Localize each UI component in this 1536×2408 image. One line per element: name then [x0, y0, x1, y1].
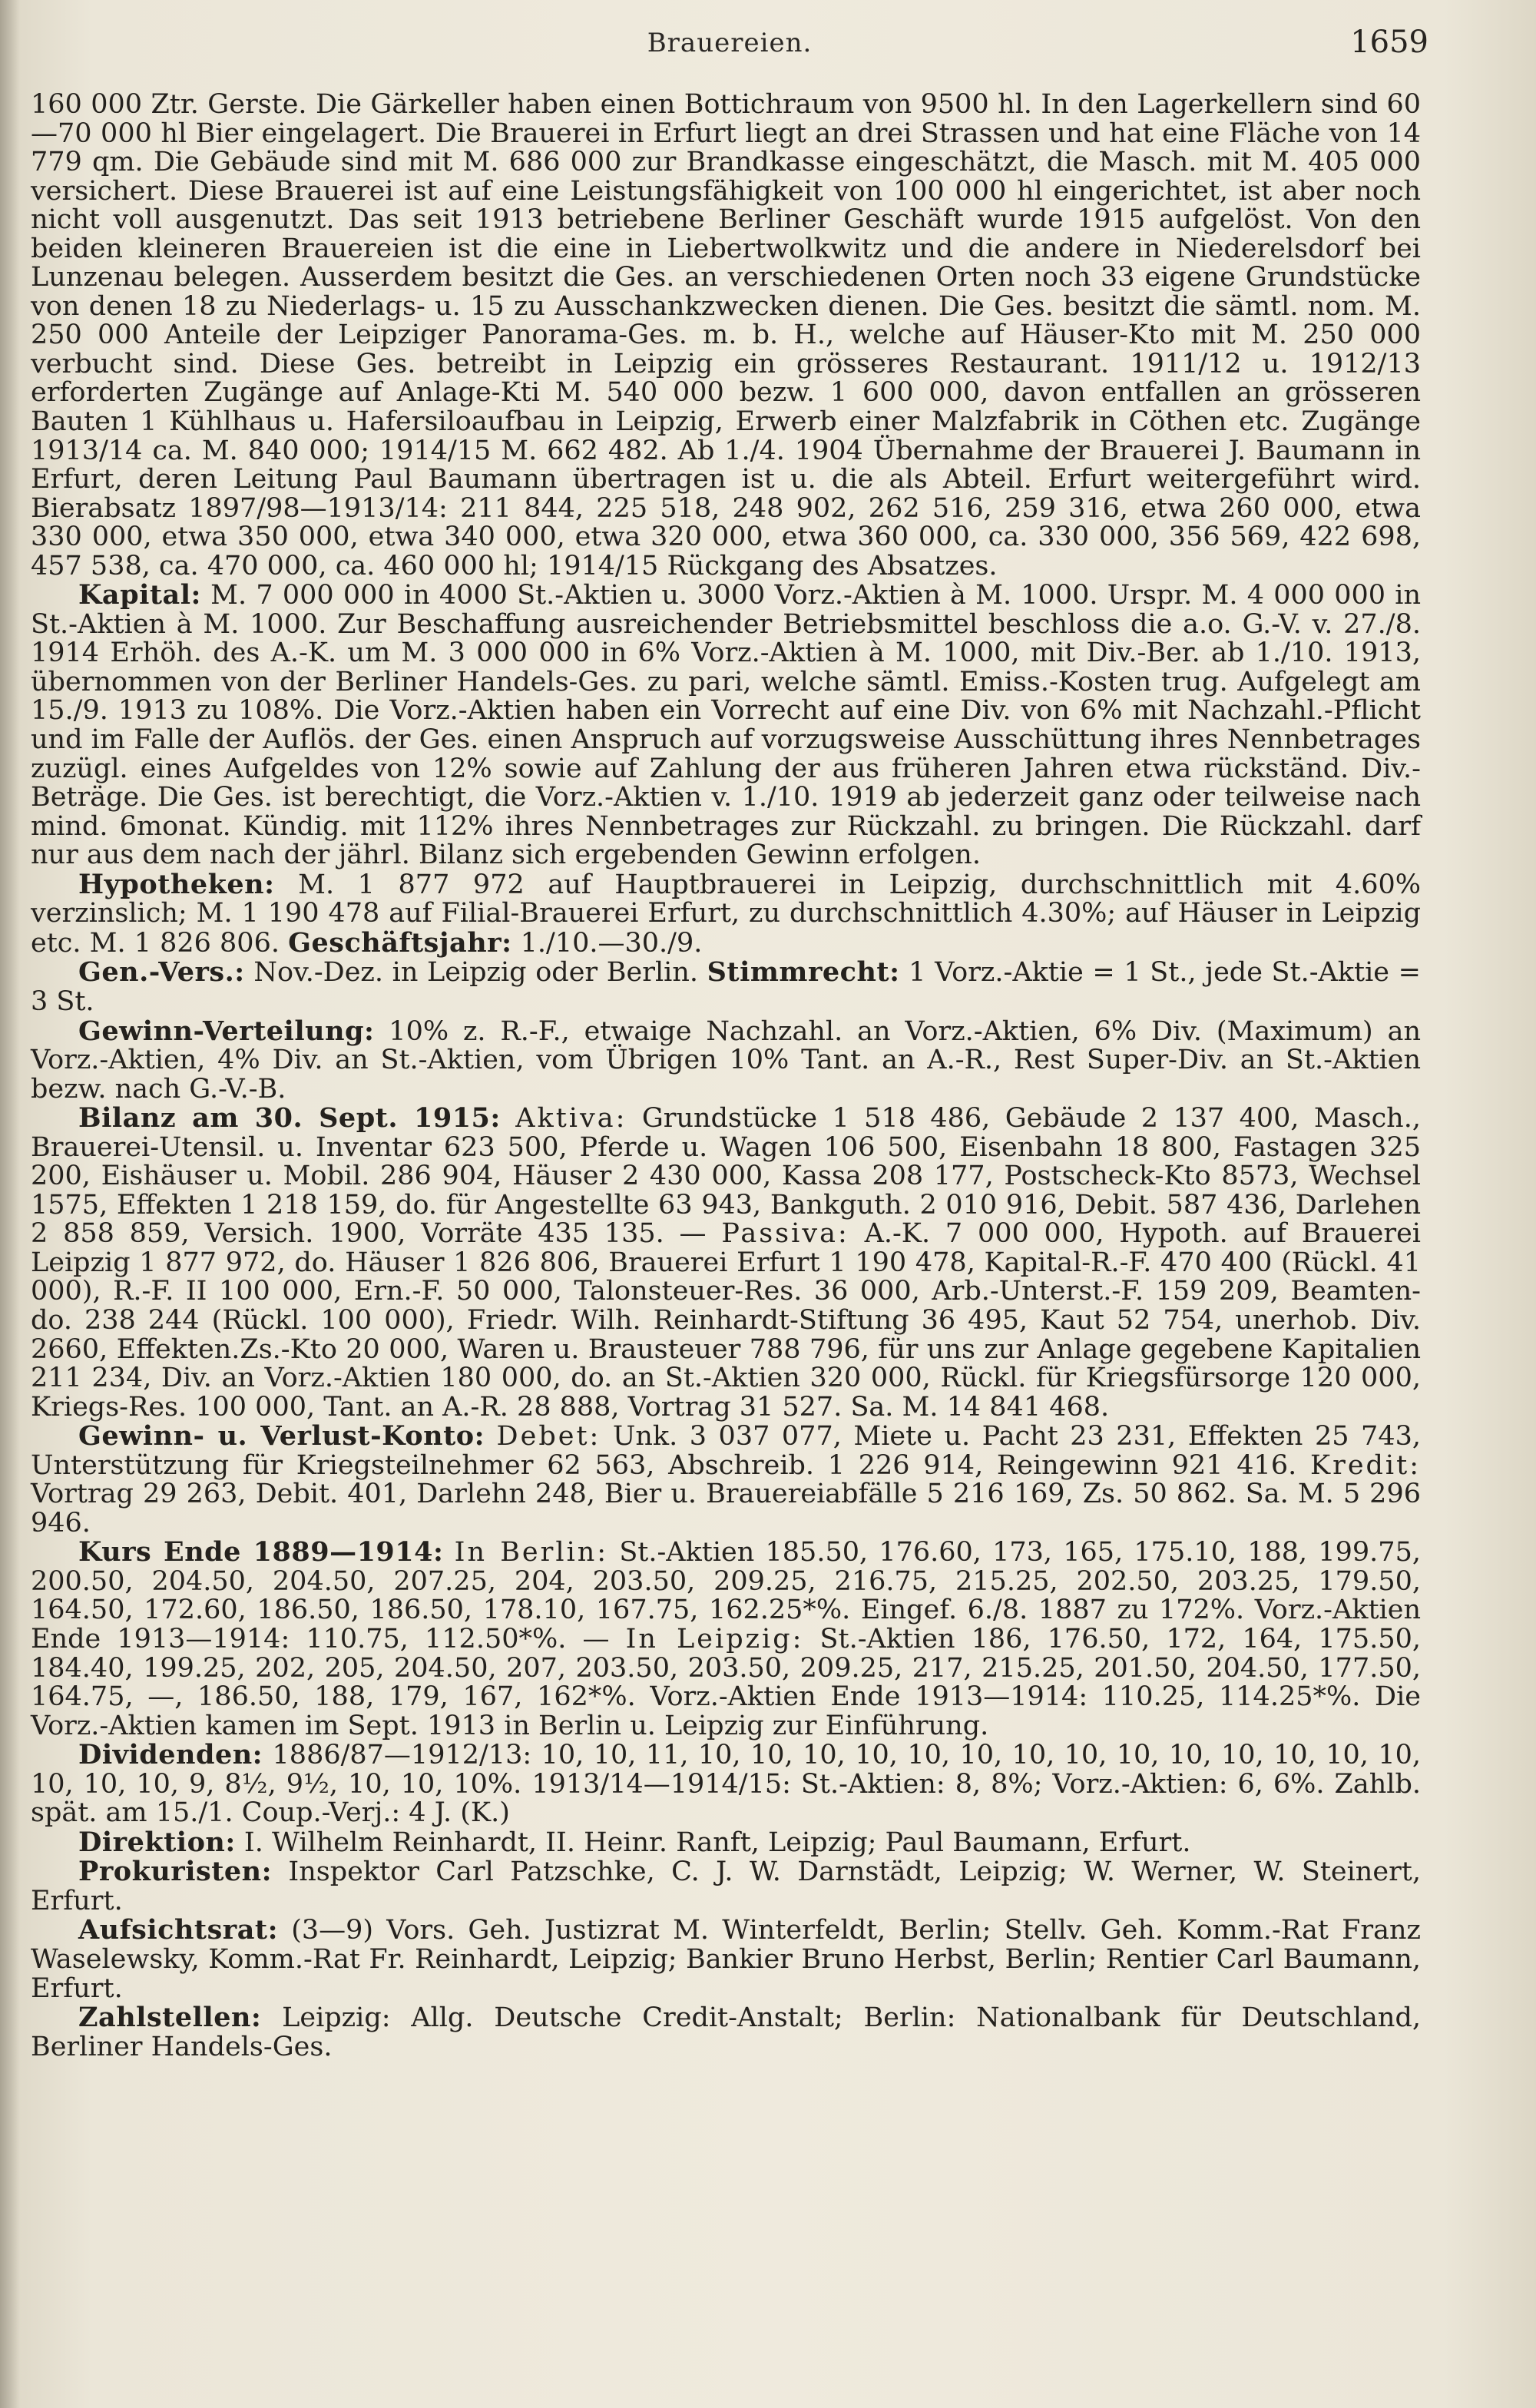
section-zahlstellen: Zahlstellen: Leipzig: Allg. Deutsche Credit-Anstalt; Berlin: Nationalbank für Deutschland, Berliner Handels-Ges.	[31, 2002, 1421, 2062]
section-prokuristen: Prokuristen: Inspektor Carl Patzschke, C. J. W. Darnstädt, Leipzig; W. Werner, W. Steinert, Erfurt.	[31, 1856, 1421, 1916]
paragraph-intro: 160 000 Ztr. Gerste. Die Gärkeller haben einen Bottichraum von 9500 hl. In den Lagerkellern sind 60—70 000 hl Bier eingelagert. Die Brauerei in Erfurt liegt an drei Strassen und hat eine Fläche von 14 779 qm. Die Gebäude sind mit M. 686 000 zur Brandkasse eingeschätzt, die Masch. mit M. 405 000 versichert. Diese Brauerei ist auf eine Leistungsfähigkeit von 100 000 hl eingerichtet, ist aber noch nicht voll ausgenutzt. Das seit 1913 betriebene Berliner Geschäft wurde 1915 aufgelöst. Von den beiden kleineren Brauereien ist die eine in Liebertwolkwitz und die andere in Niederelsdorf bei Lunzenau belegen. Ausserdem besitzt die Ges. an verschiedenen Orten noch 33 eigene Grundstücke von denen 18 zu Niederlags- u. 15 zu Ausschankzwecken dienen. Die Ges. besitzt die sämtl. nom. M. 250 000 Anteile der Leipziger Panorama-Ges. m. b. H., welche auf Häuser-Kto mit M. 250 000 verbucht sind. Diese Ges. betreibt in Leipzig ein grösseres Restaurant. 1911/12 u. 1912/13 erforderten Zugänge auf Anlage-Kti M. 540 000 bezw. 1 600 000, davon entfallen an grösseren Bauten 1 Kühlhaus u. Hafersiloaufbau in Leipzig, Erwerb einer Malzfabrik in Cöthen etc. Zugänge 1913/14 ca. M. 840 000; 1914/15 M. 662 482. Ab 1./4. 1904 Übernahme der Brauerei J. Baumann in Erfurt, deren Leitung Paul Baumann übertragen ist u. die als Abteil. Erfurt weitergeführt wird. Bierabsatz 1897/98—1913/14: 211 844, 225 518, 248 902, 262 516, 259 316, etwa 260 000, etwa 330 000, etwa 350 000, etwa 340 000, etwa 320 000, etwa 360 000, ca. 330 000, 356 569, 422 698, 457 538, ca. 470 000, ca. 460 000 hl; 1914/15 Rückgang des Absatzes.	[31, 89, 1421, 581]
section-label: Zahlstellen:	[78, 2002, 262, 2034]
binding-shadow	[0, 0, 20, 2408]
section-gen-vers: Gen.-Vers.: Nov.-Dez. in Leipzig oder Berlin. Stimmrecht: 1 Vorz.-Aktie = 1 St., jede St.-Aktie = 3 St.	[31, 956, 1421, 1017]
leipzig-label: In Leipzig:	[625, 1623, 804, 1654]
page-number: 1659	[1350, 25, 1428, 60]
debet-label: Debet:	[496, 1421, 601, 1452]
section-gewinn-verlust: Gewinn- u. Verlust-Konto: Debet: Unk. 3 037 077, Miete u. Pacht 23 231, Effekten 25 743, Unterstützung für Kriegsteilnehmer 62 563, Abschreib. 1 226 914, Reingewinn 921 416. Kredit: Vortrag 29 263, Debit. 401, Darlehn 248, Bier u. Brauereiabfälle 5 216 169, Zs. 50 862. Sa. M. 5 296 946.	[31, 1420, 1421, 1539]
section-label: Kurs Ende 1889—1914:	[78, 1536, 444, 1568]
aktiva-label: Aktiva:	[515, 1103, 627, 1134]
section-label: Gen.-Vers.:	[78, 956, 245, 989]
berlin-label: In Berlin:	[454, 1537, 609, 1568]
section-label: Bilanz am 30. Sept. 1915:	[78, 1102, 501, 1134]
passiva-label: Passiva:	[721, 1218, 849, 1250]
document-body	[31, 91, 1421, 2062]
section-bilanz: Bilanz am 30. Sept. 1915: Aktiva: Grundstücke 1 518 486, Gebäude 2 137 400, Masch., Brauerei-Utensil. u. Inventar 623 500, Pferde u. Wagen 106 500, Eisenbahn 18 800, Fastagen 325 200, Eishäuser u. Mobil. 286 904, Häuser 2 430 000, Kassa 208 177, Postscheck-Kto 8573, Wechsel 1575, Effekten 1 218 159, do. für Angestellte 63 943, Bankguth. 2 010 916, Debit. 587 436, Darlehen 2 858 859, Versich. 1900, Vorräte 435 135. — Passiva: A.-K. 7 000 000, Hypoth. auf Brauerei Leipzig 1 877 972, do. Häuser 1 826 806, Brauerei Erfurt 1 190 478, Kapital-R.-F. 470 400 (Rückl. 41 000), R.-F. II 100 000, Ern.-F. 50 000, Talonsteuer-Res. 36 000, Arb.-Unterst.-F. 159 209, Beamten- do. 238 244 (Rückl. 100 000), Friedr. Wilh. Reinhardt-Stiftung 36 495, Kaut 52 754, unerhob. Div. 2660, Effekten.Zs.-Kto 20 000, Waren u. Brausteuer 788 796, für uns zur Anlage gegebene Kapitalien 211 234, Div. an Vorz.-Aktien 180 000, do. an St.-Aktien 320 000, Rückl. für Kriegsfürsorge 120 000, Kriegs-Res. 100 000, Tant. an A.-R. 28 888, Vortrag 31 527. Sa. M. 14 841 468.	[31, 1102, 1421, 1423]
section-label: Stimmrecht:	[707, 956, 900, 989]
kredit-label: Kredit:	[1309, 1449, 1421, 1481]
section-kurs: Kurs Ende 1889—1914: In Berlin: St.-Aktien 185.50, 176.60, 173, 165, 175.10, 188, 199.75, 200.50, 204.50, 204.50, 207.25, 204, 203.50, 209.25, 216.75, 215.25, 202.50, 203.25, 179.50, 164.50, 172.60, 186.50, 186.50, 178.10, 167.75, 162.25*%. Eingef. 6./8. 1887 zu 172%. Vorz.-Aktien Ende 1913—1914: 110.75, 112.50*%. — In Leipzig: St.-Aktien 186, 176.50, 172, 164, 175.50, 184.40, 199.25, 202, 205, 204.50, 207, 203.50, 203.50, 209.25, 217, 215.25, 201.50, 204.50, 177.50, 164.75, —, 186.50, 188, 179, 167, 162*%. Vorz.-Aktien Ende 1913—1914: 110.25, 114.25*%. Die Vorz.-Aktien kamen im Sept. 1913 in Berlin u. Leipzig zur Einführung.	[31, 1536, 1421, 1741]
section-label: Gewinn- u. Verlust-Konto:	[78, 1420, 485, 1452]
section-label: Geschäftsjahr:	[288, 926, 512, 959]
section-label: Hypotheken:	[78, 868, 275, 900]
page-header	[31, 23, 1428, 69]
section-hypotheken: Hypotheken: M. 1 877 972 auf Hauptbrauerei in Leipzig, durchschnittlich mit 4.60% verzinslich; M. 1 190 478 auf Filial-Brauerei Erfurt, zu durchschnittlich 4.30%; auf Häuser in Leipzig etc. M. 1 826 806. Geschäftsjahr: 1./10.—30./9.	[31, 868, 1421, 959]
section-gewinn-verteilung: Gewinn-Verteilung: 10% z. R.-F., etwaige Nachzahl. an Vorz.-Aktien, 6% Div. (Maximum) an Vorz.-Aktien, 4% Div. an St.-Aktien, vom Übrigen 10% Tant. an A.-R., Rest Super-Div. an St.-Aktien bezw. nach G.-V.-B.	[31, 1015, 1421, 1105]
section-label: Direktion:	[78, 1826, 236, 1858]
section-label: Aufsichtsrat:	[78, 1914, 278, 1946]
section-label: Kapital:	[78, 579, 201, 611]
section-dividenden: Dividenden: 1886/87—1912/13: 10, 10, 11, 10, 10, 10, 10, 10, 10, 10, 10, 10, 10, 10, 10, 10, 10, 10, 10, 10, 9, 8½, 9½, 10, 10, 10%. 1913/14—1914/15: St.-Aktien: 8, 8%; Vorz.-Aktien: 6, 6%. Zahlb. spät. am 15./1. Coup.-Verj.: 4 J. (K.)	[31, 1739, 1421, 1829]
section-label: Gewinn-Verteilung:	[78, 1015, 375, 1047]
section-direktion: Direktion: I. Wilhelm Reinhardt, II. Heinr. Ranft, Leipzig; Paul Baumann, Erfurt.	[78, 1826, 1191, 1858]
section-label: Dividenden:	[78, 1739, 263, 1771]
section-kapital: Kapital: M. 7 000 000 in 4000 St.-Aktien u. 3000 Vorz.-Aktien à M. 1000. Urspr. M. 4 000 000 in St.-Aktien à M. 1000. Zur Beschaffung ausreichender Betriebsmittel beschloss die a.o. G.-V. v. 27./8. 1914 Erhöh. des A.-K. um M. 3 000 000 in 6% Vorz.-Aktien à M. 1000, mit Div.-Ber. ab 1./10. 1913, übernommen von der Berliner Handels-Ges. zu pari, welche sämtl. Emiss.-Kosten trug. Aufgelegt am 15./9. 1913 zu 108%. Die Vorz.-Aktien haben ein Vorrecht auf eine Div. von 6% mit Nachzahl.-Pflicht und im Falle der Auflös. der Ges. einen Anspruch auf vorzugsweise Ausschüttung ihres Nennbetrages zuzügl. eines Aufgeldes von 12% sowie auf Zahlung der aus früheren Jahren etwa rückständ. Div.-Beträge. Die Ges. ist berechtigt, die Vorz.-Aktien v. 1./10. 1919 ab jederzeit ganz oder teilweise nach mind. 6monat. Kündig. mit 112% ihres Nennbetrages zur Rückzahl. zu bringen. Die Rückzahl. darf nur aus dem nach der jährl. Bilanz sich ergebenden Gewinn erfolgen.	[31, 579, 1421, 871]
section-aufsichtsrat: Aufsichtsrat: (3—9) Vors. Geh. Justizrat M. Winterfeldt, Berlin; Stellv. Geh. Komm.-Rat Franz Waselewsky, Komm.-Rat Fr. Reinhardt, Leipzig; Bankier Bruno Herbst, Berlin; Rentier Carl Baumann, Erfurt.	[31, 1914, 1421, 2004]
section-label: Prokuristen:	[78, 1856, 273, 1888]
running-head: Brauereien.	[647, 28, 813, 58]
